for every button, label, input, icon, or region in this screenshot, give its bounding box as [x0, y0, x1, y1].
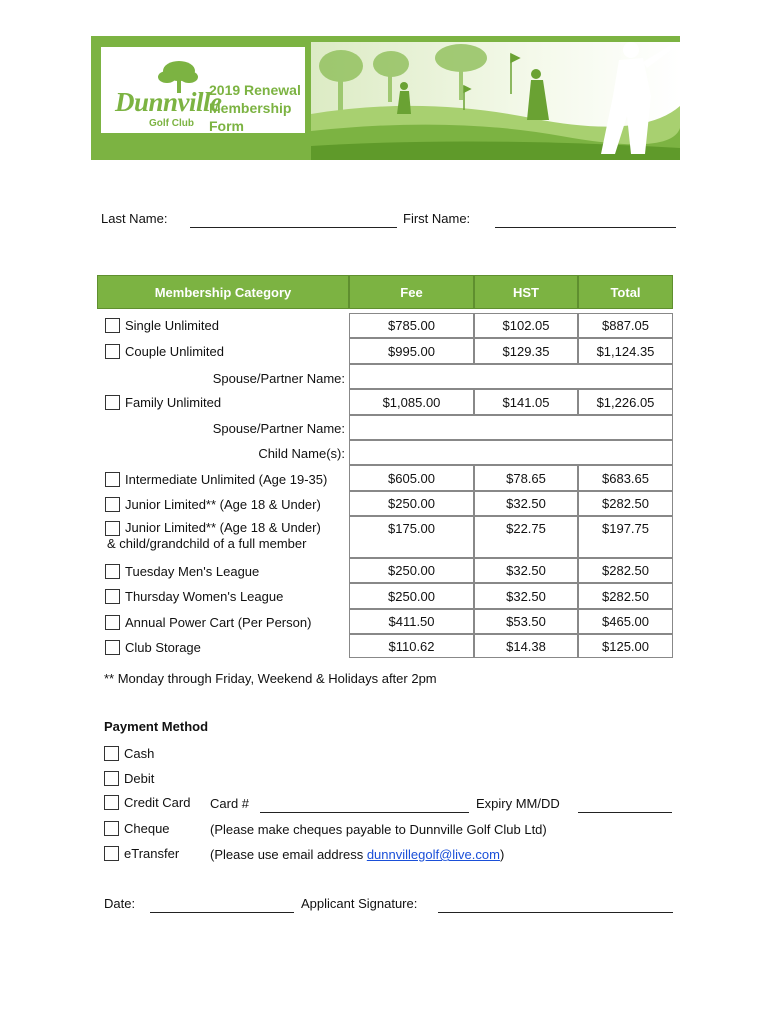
form-title-line2: Membership	[209, 100, 292, 116]
category-label: Family Unlimited	[125, 394, 222, 410]
total-cell: $282.50	[578, 558, 673, 583]
etransfer-label: eTransfer	[124, 846, 180, 861]
debit-checkbox[interactable]	[104, 771, 119, 786]
email-link[interactable]: dunnvillegolf@live.com	[366, 847, 500, 862]
debit-label: Debit	[124, 771, 155, 786]
hst-cell: $141.05	[474, 389, 578, 415]
payment-option-credit-card	[104, 795, 190, 810]
cash-label: Cash	[124, 746, 155, 761]
category-label: Intermediate Unlimited (Age 19-35)	[125, 471, 328, 487]
total-cell: $683.65	[578, 465, 673, 491]
table-row	[97, 390, 349, 414]
logo-panel	[101, 47, 305, 133]
fee-cell: $1,085.00	[349, 389, 474, 415]
hst-cell: $32.50	[474, 583, 578, 609]
payment-option-cheque	[104, 821, 170, 836]
table-row	[97, 313, 349, 337]
power-cart-checkbox[interactable]	[105, 615, 120, 630]
header-fee: Fee	[349, 275, 474, 309]
signature-field[interactable]	[438, 912, 673, 913]
table-row	[97, 467, 349, 491]
payment-option-cash	[104, 746, 154, 761]
fee-cell: $250.00	[349, 583, 474, 609]
first-name-field[interactable]	[495, 227, 676, 228]
total-cell: $125.00	[578, 634, 673, 658]
payment-option-etransfer	[104, 846, 179, 861]
hst-cell: $129.35	[474, 338, 578, 364]
card-number-label: Card #	[210, 796, 250, 811]
hst-cell: $53.50	[474, 609, 578, 634]
table-row	[97, 339, 349, 363]
hst-cell: $32.50	[474, 558, 578, 583]
payment-option-debit	[104, 771, 154, 786]
category-label: Single Unlimited	[125, 317, 219, 333]
total-cell: $1,226.05	[578, 389, 673, 415]
hst-cell: $32.50	[474, 491, 578, 516]
family-spouse-partner-name-field[interactable]	[349, 415, 673, 440]
hst-cell: $22.75	[474, 516, 578, 558]
header-banner	[91, 36, 680, 160]
expiry-label: Expiry MM/DD	[476, 796, 560, 811]
fee-cell: $605.00	[349, 465, 474, 491]
table-row	[97, 635, 349, 659]
hst-cell: $78.65	[474, 465, 578, 491]
category-label: Annual Power Cart (Per Person)	[125, 614, 312, 630]
first-name-label: First Name:	[403, 211, 471, 226]
etransfer-note: (Please use email address dunnvillegolf@live.com)	[210, 847, 505, 862]
last-name-field[interactable]	[190, 227, 397, 228]
category-label: Junior Limited** (Age 18 & Under)	[125, 496, 321, 512]
tuesday-league-checkbox[interactable]	[105, 564, 120, 579]
child-names-field[interactable]	[349, 440, 673, 465]
header-total: Total	[578, 275, 673, 309]
junior-limited-checkbox[interactable]	[105, 497, 120, 512]
expiry-field[interactable]	[578, 812, 672, 813]
logo-club-subtitle: Golf Club	[149, 118, 194, 129]
hst-cell: $14.38	[474, 634, 578, 658]
table-row	[97, 492, 349, 516]
total-cell: $282.50	[578, 583, 673, 609]
total-cell: $197.75	[578, 516, 673, 558]
single-unlimited-checkbox[interactable]	[105, 318, 120, 333]
total-cell: $465.00	[578, 609, 673, 634]
family-unlimited-checkbox[interactable]	[105, 395, 120, 410]
junior-limited-family-checkbox[interactable]	[105, 521, 120, 536]
logo-club-name: Dunnville	[115, 87, 222, 117]
spouse-partner-label: Spouse/Partner Name:	[212, 371, 345, 386]
fee-cell: $250.00	[349, 558, 474, 583]
club-storage-checkbox[interactable]	[105, 640, 120, 655]
cash-checkbox[interactable]	[104, 746, 119, 761]
category-label: Couple Unlimited	[125, 343, 224, 359]
payment-method-heading: Payment Method	[104, 719, 209, 734]
total-cell: $1,124.35	[578, 338, 673, 364]
header-hst: HST	[474, 275, 578, 309]
table-row	[97, 610, 349, 634]
table-row	[97, 559, 349, 583]
membership-fee-table	[97, 275, 673, 658]
hst-cell: $102.05	[474, 313, 578, 338]
date-field[interactable]	[150, 912, 294, 913]
intermediate-unlimited-checkbox[interactable]	[105, 472, 120, 487]
category-label: Junior Limited** (Age 18 & Under) & child/grandchild of a full member	[107, 520, 321, 551]
spouse-partner-name-field[interactable]	[349, 364, 673, 389]
date-label: Date:	[104, 896, 136, 911]
table-row	[97, 517, 349, 558]
last-name-label: Last Name:	[101, 211, 168, 226]
couple-unlimited-checkbox[interactable]	[105, 344, 120, 359]
total-cell: $887.05	[578, 313, 673, 338]
card-number-field[interactable]	[260, 812, 469, 813]
fee-cell: $110.62	[349, 634, 474, 658]
fee-cell: $995.00	[349, 338, 474, 364]
fee-cell: $785.00	[349, 313, 474, 338]
form-title-line3: Form	[209, 118, 244, 134]
form-title-line1: 2019 Renewal	[209, 82, 301, 98]
spouse-partner-label: Spouse/Partner Name:	[212, 421, 345, 436]
category-label: Thursday Women's League	[125, 588, 284, 604]
fee-cell: $175.00	[349, 516, 474, 558]
fee-cell: $250.00	[349, 491, 474, 516]
cheque-label: Cheque	[124, 821, 170, 836]
cheque-note: (Please make cheques payable to Dunnville Golf Club Ltd)	[210, 822, 547, 837]
footnote: ** Monday through Friday, Weekend & Holidays after 2pm	[104, 671, 437, 686]
credit-card-label: Credit Card	[124, 795, 191, 810]
header-category: Membership Category	[97, 275, 349, 309]
category-label: Club Storage	[125, 639, 201, 655]
etransfer-checkbox[interactable]	[104, 846, 119, 861]
category-label: Tuesday Men's League	[125, 563, 260, 579]
fee-cell: $411.50	[349, 609, 474, 634]
signature-label: Applicant Signature:	[301, 896, 418, 911]
thursday-league-checkbox[interactable]	[105, 589, 120, 604]
table-row	[97, 584, 349, 608]
child-names-label: Child Name(s):	[258, 446, 345, 461]
total-cell: $282.50	[578, 491, 673, 516]
cheque-checkbox[interactable]	[104, 821, 119, 836]
credit-card-checkbox[interactable]	[104, 795, 119, 810]
